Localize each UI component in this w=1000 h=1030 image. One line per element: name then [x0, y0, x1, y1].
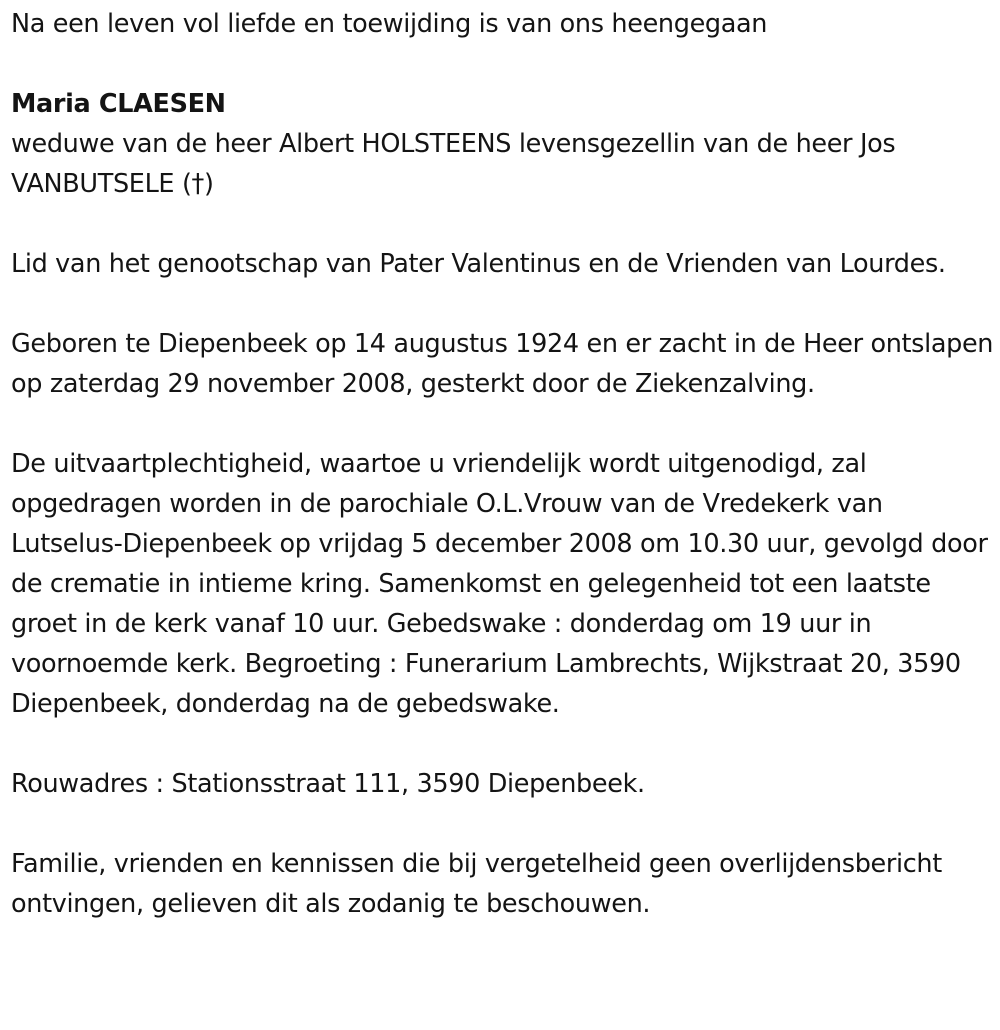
- birth-death-paragraph: Geboren te Diepenbeek op 14 augustus 1924 en er zacht in de Heer ontslapen op zaterdag 29 november 2008, gesterkt door de Ziekenzalving.: [11, 329, 994, 399]
- closing-paragraph: Familie, vrienden en kennissen die bij vergetelheid geen overlijdensbericht ontvingen, gelieven dit als zodanig te beschouwen.: [11, 849, 942, 919]
- membership-paragraph: Lid van het genootschap van Pater Valentinus en de Vrienden van Lourdes.: [11, 249, 946, 279]
- deceased-name: Maria CLAESEN: [11, 89, 226, 119]
- relations-paragraph: weduwe van de heer Albert HOLSTEENS levensgezellin van de heer Jos VANBUTSELE (†): [11, 129, 896, 199]
- spacer: [11, 284, 996, 324]
- spacer: [11, 804, 996, 844]
- funeral-paragraph: De uitvaartplechtigheid, waartoe u vriendelijk wordt uitgenodigd, zal opgedragen worden in de parochiale O.L.Vrouw van de Vredekerk van Lutselus-Diepenbeek op vrijdag 5 december 2008 om 10.30 uur, gevolgd door de crematie in intieme kring. Samenkomst en gelegenheid tot een laatste groet in de kerk vanaf 10 uur. Gebedswake : donderdag om 19 uur in voornoemde kerk. Begroeting : Funerarium Lambrechts, Wijkstraat 20, 3590 Diepenbeek, donderdag na de gebedswake.: [11, 449, 988, 719]
- spacer: [11, 44, 996, 84]
- spacer: [11, 404, 996, 444]
- spacer: [11, 204, 996, 244]
- mourning-address: Rouwadres : Stationsstraat 111, 3590 Diepenbeek.: [11, 769, 645, 799]
- intro-line: Na een leven vol liefde en toewijding is van ons heengegaan: [11, 9, 768, 39]
- spacer: [11, 724, 996, 764]
- death-notice: [11, 4, 996, 924]
